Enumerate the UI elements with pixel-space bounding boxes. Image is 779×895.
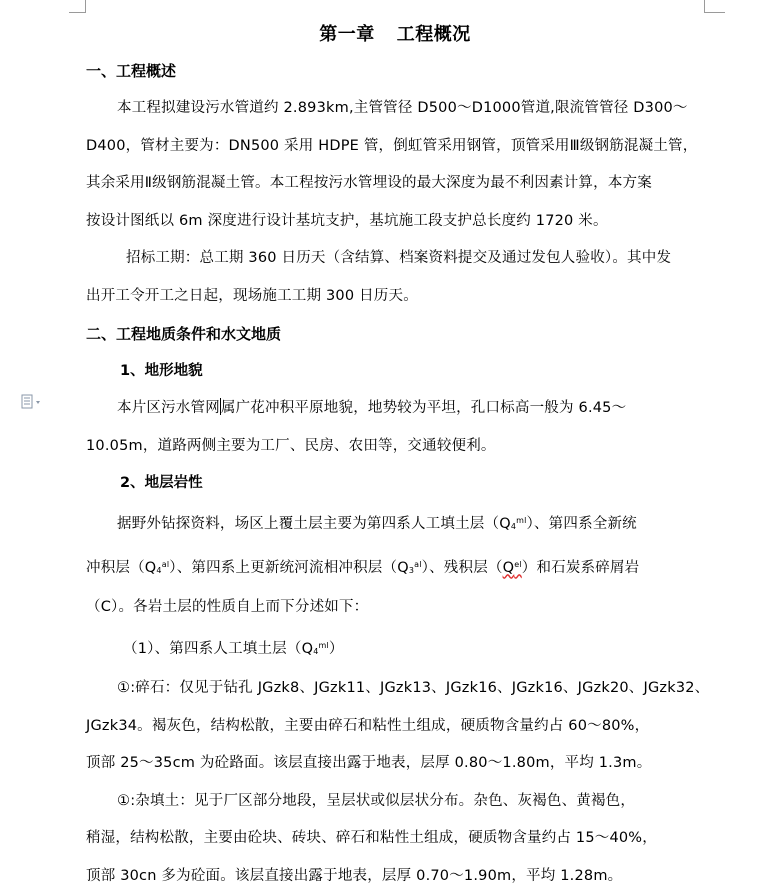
page-corner-mark-top-right [704,0,725,13]
overview-paragraph-2 [86,240,710,315]
text-span: ）、残积层（ [422,560,503,576]
text-line: 本工程拟建设污水管道约 2.893km,主管管径 D500～D1000管道,限流管管径 D300～ [117,90,710,128]
subscript: 4 [156,566,161,575]
superscript: ml [318,641,328,650]
text-line: 顶部 25～35cm 为砼路面。该层直接出露于地表，层厚 0.80～1.80m，平均 1.3m。 [86,745,710,783]
gravel-paragraph [86,670,710,783]
text-line [123,627,710,671]
text-span: 据野外钻探资料，场区上覆土层主要为第四系人工填土层（Q [117,516,511,532]
superscript: al [162,560,170,569]
subsection-heading-terrain: 1、地形地貌 [86,353,710,390]
text-line: 出开工令开工之日起，现场施工工期 300 日历天。 [86,278,710,316]
superscript: al [414,560,422,569]
text-span: ）、第四系全新统 [527,516,637,532]
strata-item-heading-fill [86,627,710,671]
text-line [117,390,710,428]
subscript: 4 [511,522,516,531]
text-line: 稍湿，结构松散，主要由砼块、砖块、碎石和粘性土组成，硬质物含量约占 15～40%， [86,820,710,858]
text-line: （C）。各岩土层的性质自上而下分述如下： [86,589,710,627]
text-span: 冲积层（Q [86,560,156,576]
text-line: 招标工期：总工期 360 日历天（含结算、档案资料提交及通过发包人验收）。其中发 [126,240,710,278]
text-line: ①:杂填土：见于厂区部分地段，呈层状或似层状分布。杂色、灰褐色、黄褐色， [117,783,710,821]
subscript: 3 [409,566,414,575]
section-heading-overview: 一、工程概述 [86,52,710,90]
text-line: 其余采用Ⅱ级钢筋混凝土管。本工程按污水管埋设的最大深度为最不利因素计算，本方案 [86,165,710,203]
page-corner-mark-top-left [69,0,86,13]
overview-paragraph-1 [86,90,710,240]
text-line: 顶部 30cn 多为砼面。该层直接出露于地表，层厚 0.70～1.90m，平均 1.28m。 [86,858,710,895]
superscript: el [514,560,522,569]
text-line: 10.05m，道路两侧主要为工厂、民房、农田等，交通较便利。 [86,428,710,466]
text-line: 按设计图纸以 6m 深度进行设计基坑支护，基坑施工段支护总长度约 1720 米。 [86,203,710,241]
page-title [80,18,710,52]
subsection-heading-strata: 2、地层岩性 [86,465,710,502]
text-span: ）和石炭系碎屑岩 [522,560,640,576]
terrain-paragraph [86,390,710,465]
document-body [86,18,710,895]
text-line [117,502,710,546]
text-span: （1）、第四系人工填土层（Q [123,641,313,657]
paragraph-options-icon[interactable] [20,394,46,410]
subscript: 4 [313,647,318,656]
spellcheck-flagged-text [503,560,522,576]
superscript: ml [516,516,526,525]
text-span: 本片区污水管网 [117,400,220,416]
text-line: JGzk34。褐灰色，结构松散，主要由碎石和粘性土组成，硬质物含量约占 60～80%， [86,708,710,746]
chapter-number: 第一章 [319,24,375,45]
text-span: ） [329,641,344,657]
text-span: 属广花冲积平原地貌，地势较为平坦，孔口标高一般为 6.45～ [221,400,626,416]
section-heading-geology: 二、工程地质条件和水文地质 [86,315,710,353]
chapter-name: 工程概况 [397,24,471,45]
miscellaneous-fill-paragraph [86,783,710,895]
text-span: Q [503,560,515,576]
text-line: ①:碎石：仅见于钻孔 JGzk8、JGzk11、JGzk13、JGzk16、JGzk16、JGzk20、JGzk32、 [117,670,710,708]
text-span: ）、第四系上更新统河流相冲积层（Q [169,560,409,576]
strata-paragraph [86,502,710,627]
text-line [86,546,710,590]
text-line: D400，管材主要为：DN500 采用 HDPE 管，倒虹管采用钢管，顶管采用Ⅲ级钢筋混凝土管， [86,128,710,166]
